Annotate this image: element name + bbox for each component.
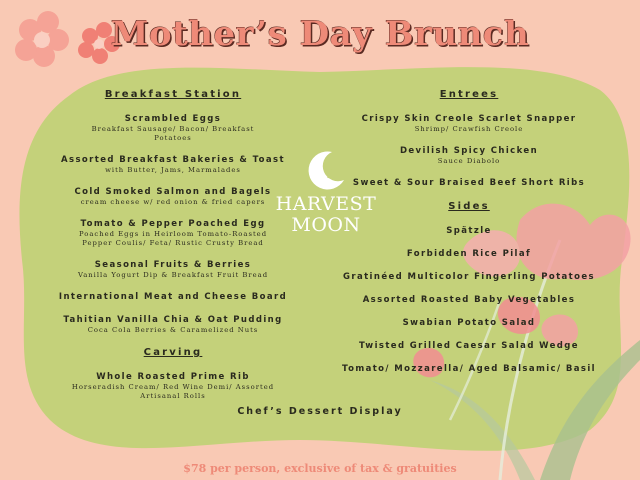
menu-item-name: Whole Roasted Prime Rib	[96, 372, 250, 382]
right-menu-column	[338, 89, 600, 387]
section-heading: Sides	[448, 201, 490, 212]
menu-item	[40, 114, 306, 143]
menu-item-description: Vanilla Yogurt Dip & Breakfast Fruit Bread	[77, 271, 269, 279]
menu-item-description: Breakfast Sausage/ Bacon/ Breakfast	[91, 125, 255, 133]
menu-item-name: Sweet & Sour Braised Beef Short Ribs	[352, 178, 586, 188]
menu-item-name: Twisted Grilled Caesar Salad Wedge	[359, 341, 579, 351]
menu-item-description: Pepper Coulis/ Feta/ Rustic Crusty Bread	[82, 239, 264, 247]
left-menu-column	[40, 89, 306, 413]
section-heading: Carving	[143, 347, 203, 358]
menu-item-description: Horseradish Cream/ Red Wine Demi/ Assorted	[71, 383, 275, 391]
menu-item-name: Cold Smoked Salmon and Bagels	[74, 187, 272, 197]
menu-item-name: Swabian Potato Salad	[402, 318, 536, 328]
menu-item	[40, 187, 306, 207]
dessert-heading: Chef’s Dessert Display	[237, 406, 403, 417]
menu-item	[40, 155, 306, 175]
menu-item	[40, 315, 306, 335]
menu-item-name: International Meat and Cheese Board	[58, 292, 288, 302]
price-footer: $78 per person, exclusive of tax & gratuities	[183, 462, 457, 475]
menu-item	[338, 249, 600, 260]
menu-item-description: Shrimp/ Crawfish Creole	[414, 125, 524, 133]
menu-item-name: Assorted Roasted Baby Vegetables	[362, 295, 576, 305]
menu-item-name: Forbidden Rice Pilaf	[406, 249, 532, 259]
logo-line-2: MOON	[291, 214, 361, 236]
menu-item	[338, 341, 600, 352]
menu-item-name: Spätzle	[446, 226, 492, 236]
menu-item-name: Tomato/ Mozzarella/ Aged Balsamic/ Basil	[342, 364, 596, 374]
section-heading: Breakfast Station	[104, 89, 242, 100]
menu-item-name: Seasonal Fruits & Berries	[94, 260, 252, 270]
menu-item-name: Devilish Spicy Chicken	[399, 146, 539, 156]
menu-item-name: Tomato & Pepper Poached Egg	[80, 219, 266, 229]
menu-item-name: Gratinéed Multicolor Fingerling Potatoes	[342, 272, 596, 282]
menu-item-name: Crispy Skin Creole Scarlet Snapper	[361, 114, 577, 124]
menu-item	[40, 372, 306, 401]
menu-item	[338, 364, 600, 375]
menu-item-description: Coca Cola Berries & Caramelized Nuts	[87, 326, 259, 334]
menu-item	[338, 226, 600, 237]
menu-item-name: Tahitian Vanilla Chia & Oat Pudding	[63, 315, 283, 325]
menu-item-description: cream cheese w/ red onion & fried capers	[80, 198, 266, 206]
menu-item	[338, 178, 600, 189]
page-title: Mother’s Day Brunch	[110, 14, 530, 54]
menu-item	[338, 295, 600, 306]
menu-item-description: with Butter, Jams, Marmalades	[105, 166, 241, 174]
section-heading: Entrees	[439, 89, 499, 100]
menu-item	[338, 114, 600, 134]
menu-item-name: Assorted Breakfast Bakeries & Toast	[61, 155, 285, 165]
menu-item-description: Poached Eggs in Heirloom Tomato-Roasted	[78, 230, 268, 238]
menu-item-name: Scrambled Eggs	[124, 114, 222, 124]
menu-item	[338, 146, 600, 166]
logo-line-1: HARVEST	[275, 193, 377, 215]
menu-item-description: Sauce Diabolo	[437, 157, 501, 165]
menu-item	[40, 260, 306, 280]
menu-item-description: Potatoes	[154, 134, 192, 142]
menu-item	[40, 219, 306, 248]
menu-item	[338, 272, 600, 283]
menu-item-description: Artisanal Rolls	[140, 392, 206, 400]
menu-item	[338, 318, 600, 329]
menu-item	[40, 292, 306, 303]
